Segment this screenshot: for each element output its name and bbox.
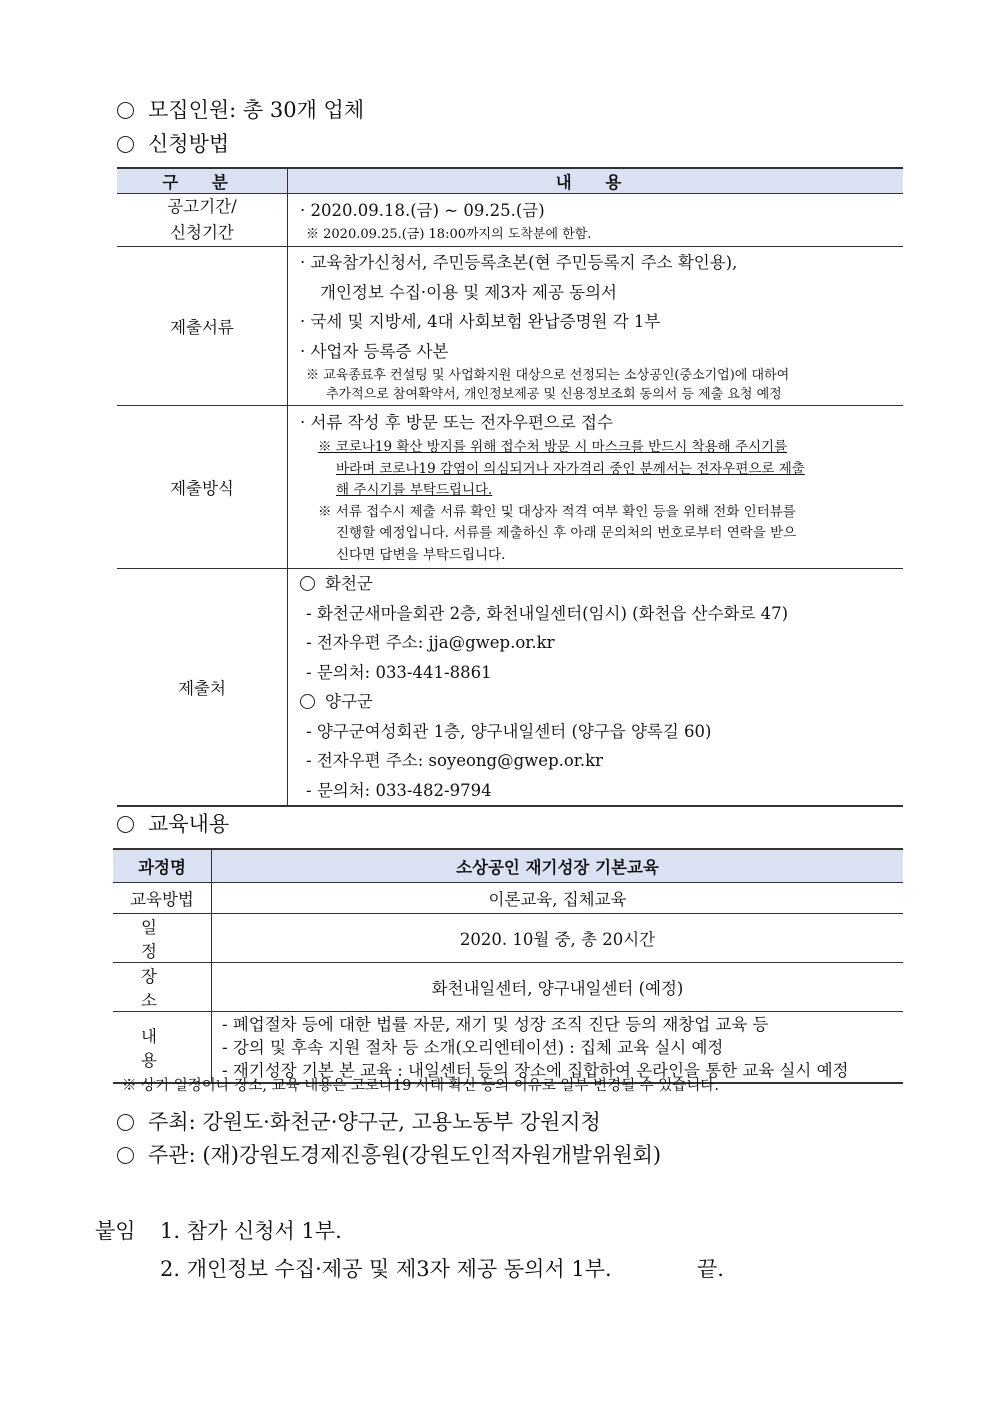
circle-bullet-icon bbox=[117, 1147, 134, 1164]
documents-label: 제출서류 bbox=[117, 247, 288, 406]
organizer-line: 주관: (재)강원도경제진흥원(강원도인적자원개발위원회) bbox=[117, 1139, 661, 1169]
schedule-label: 일 정 bbox=[113, 914, 212, 963]
table-row-content bbox=[113, 1012, 903, 1084]
attachment-item-2: 2. 개인정보 수집·제공 및 제3자 제공 동의서 1부. bbox=[160, 1257, 612, 1281]
table-row-edu-method bbox=[113, 883, 903, 914]
edu-content-heading: 교육내용 bbox=[117, 808, 229, 838]
method-label: 제출방식 bbox=[117, 406, 288, 569]
attachment-label: 붙임 bbox=[95, 1219, 136, 1243]
table-row-place bbox=[113, 963, 903, 1012]
recruit-line: 모집인원: 총 30개 업체 bbox=[117, 94, 364, 124]
period-label: 공고기간/ 신청기간 bbox=[117, 194, 288, 247]
edu-content-label: 내 용 bbox=[113, 1012, 212, 1084]
place-content: 화천군 - 화천군새마을회관 2층, 화천내일센터(임시) (화천읍 산수화로 47) - 전자우편 주소: jja@gwep.or.kr - 문의처: 033-441-8861 양구군 - 양구군여성회관 1층, 양구내일센터 (양구읍 양록길 60) - 전자우편 주소: soyeong@gwep.or.kr - 문의처: 033-482-9794 bbox=[288, 569, 904, 807]
edu-method-label: 교육방법 bbox=[113, 883, 212, 914]
edu-place-value: 화천내일센터, 양구내일센터 (예정) bbox=[212, 963, 904, 1012]
apply-method-table bbox=[117, 167, 903, 807]
attachment-item-1: 1. 참가 신청서 1부. bbox=[160, 1219, 342, 1243]
table-row-documents bbox=[117, 247, 903, 406]
table-row-method bbox=[117, 406, 903, 569]
circle-bullet-icon bbox=[117, 1114, 134, 1131]
table-row-place bbox=[117, 569, 903, 807]
documents-content: · 교육참가신청서, 주민등록초본(현 주민등록지 주소 확인용), 개인정보 수집·이용 및 제3자 제공 동의서 · 국세 및 지방세, 4대 사회보험 완납증명원 각 1부 · 사업자 등록증 사본 ※ 교육종료후 컨설팅 및 사업화지원 대상으로 선정되는 소상공인(중소기업)에 대하여 추가적으로 참여확약서, 개인정보제공 및 신용정보조회 동의서 등 제출 요청 예정 bbox=[288, 247, 904, 406]
hwacheon-heading: 화천군 bbox=[288, 569, 903, 599]
course-name-label: 과정명 bbox=[113, 849, 212, 883]
edu-method-value: 이론교육, 집체교육 bbox=[212, 883, 904, 914]
method-content: · 서류 작성 후 방문 또는 전자우편으로 접수 ※ 코로나19 확산 방지를 위해 접수처 방문 시 마스크를 반드시 착용해 주시기를 바라며 코로나19 감염이 의심되거나 자가격리 중인 분께서는 전자우편으로 제출 해 주시기를 부탁드립니다. ※ 서류 접수시 제출 서류 확인 및 대상자 적격 여부 확인 등을 위해 전화 인터뷰를 진행할 예정입니다. 서류를 제출하신 후 아래 문의처의 번호로부터 연락을 받으 신다면 답변을 부탁드립니다. bbox=[288, 406, 904, 569]
col-content-header: 내 용 bbox=[288, 168, 904, 194]
edu-content-value: - 폐업절차 등에 대한 법률 자문, 재기 및 성장 조직 진단 등의 재창업 교육 등 - 강의 및 후속 지원 절차 등 소개(오리엔테이션) : 집체 교육 실시 예정 - 재기성장 기본 본 교육 : 내일센터 등의 장소에 집합하여 온라인을 통한 교육 실시 예정 bbox=[212, 1012, 904, 1084]
period-content: · 2020.09.18.(금) ~ 09.25.(금) ※ 2020.09.25.(금) 18:00까지의 도착분에 한함. bbox=[288, 194, 904, 247]
edu-note: ※ 상기 일정이나 장소, 교육 내용은 코로나19 사태 확산 등의 이유로 일부 변경될 수 있습니다. bbox=[122, 1078, 719, 1094]
schedule-value: 2020. 10월 중, 총 20시간 bbox=[212, 914, 904, 963]
place-label: 제출처 bbox=[117, 569, 288, 807]
edu-place-label: 장 소 bbox=[113, 963, 212, 1012]
end-mark: 끝. bbox=[697, 1257, 724, 1281]
col-category-header: 구 분 bbox=[117, 168, 288, 194]
table-header bbox=[113, 849, 903, 883]
edu-content-table bbox=[113, 848, 903, 1084]
yanggu-heading: 양구군 bbox=[288, 687, 903, 717]
apply-method-heading: 신청방법 bbox=[117, 128, 229, 158]
circle-bullet-icon bbox=[117, 102, 134, 119]
course-name-value: 소상공인 재기성장 기본교육 bbox=[212, 849, 904, 883]
table-row-schedule bbox=[113, 914, 903, 963]
circle-bullet-icon bbox=[117, 816, 134, 833]
table-header bbox=[117, 168, 903, 194]
circle-bullet-icon bbox=[117, 136, 134, 153]
table-row-period bbox=[117, 194, 903, 247]
circle-bullet-icon bbox=[300, 576, 315, 591]
host-line: 주최: 강원도·화천군·양구군, 고용노동부 강원지청 bbox=[117, 1106, 601, 1136]
circle-bullet-icon bbox=[300, 694, 315, 709]
